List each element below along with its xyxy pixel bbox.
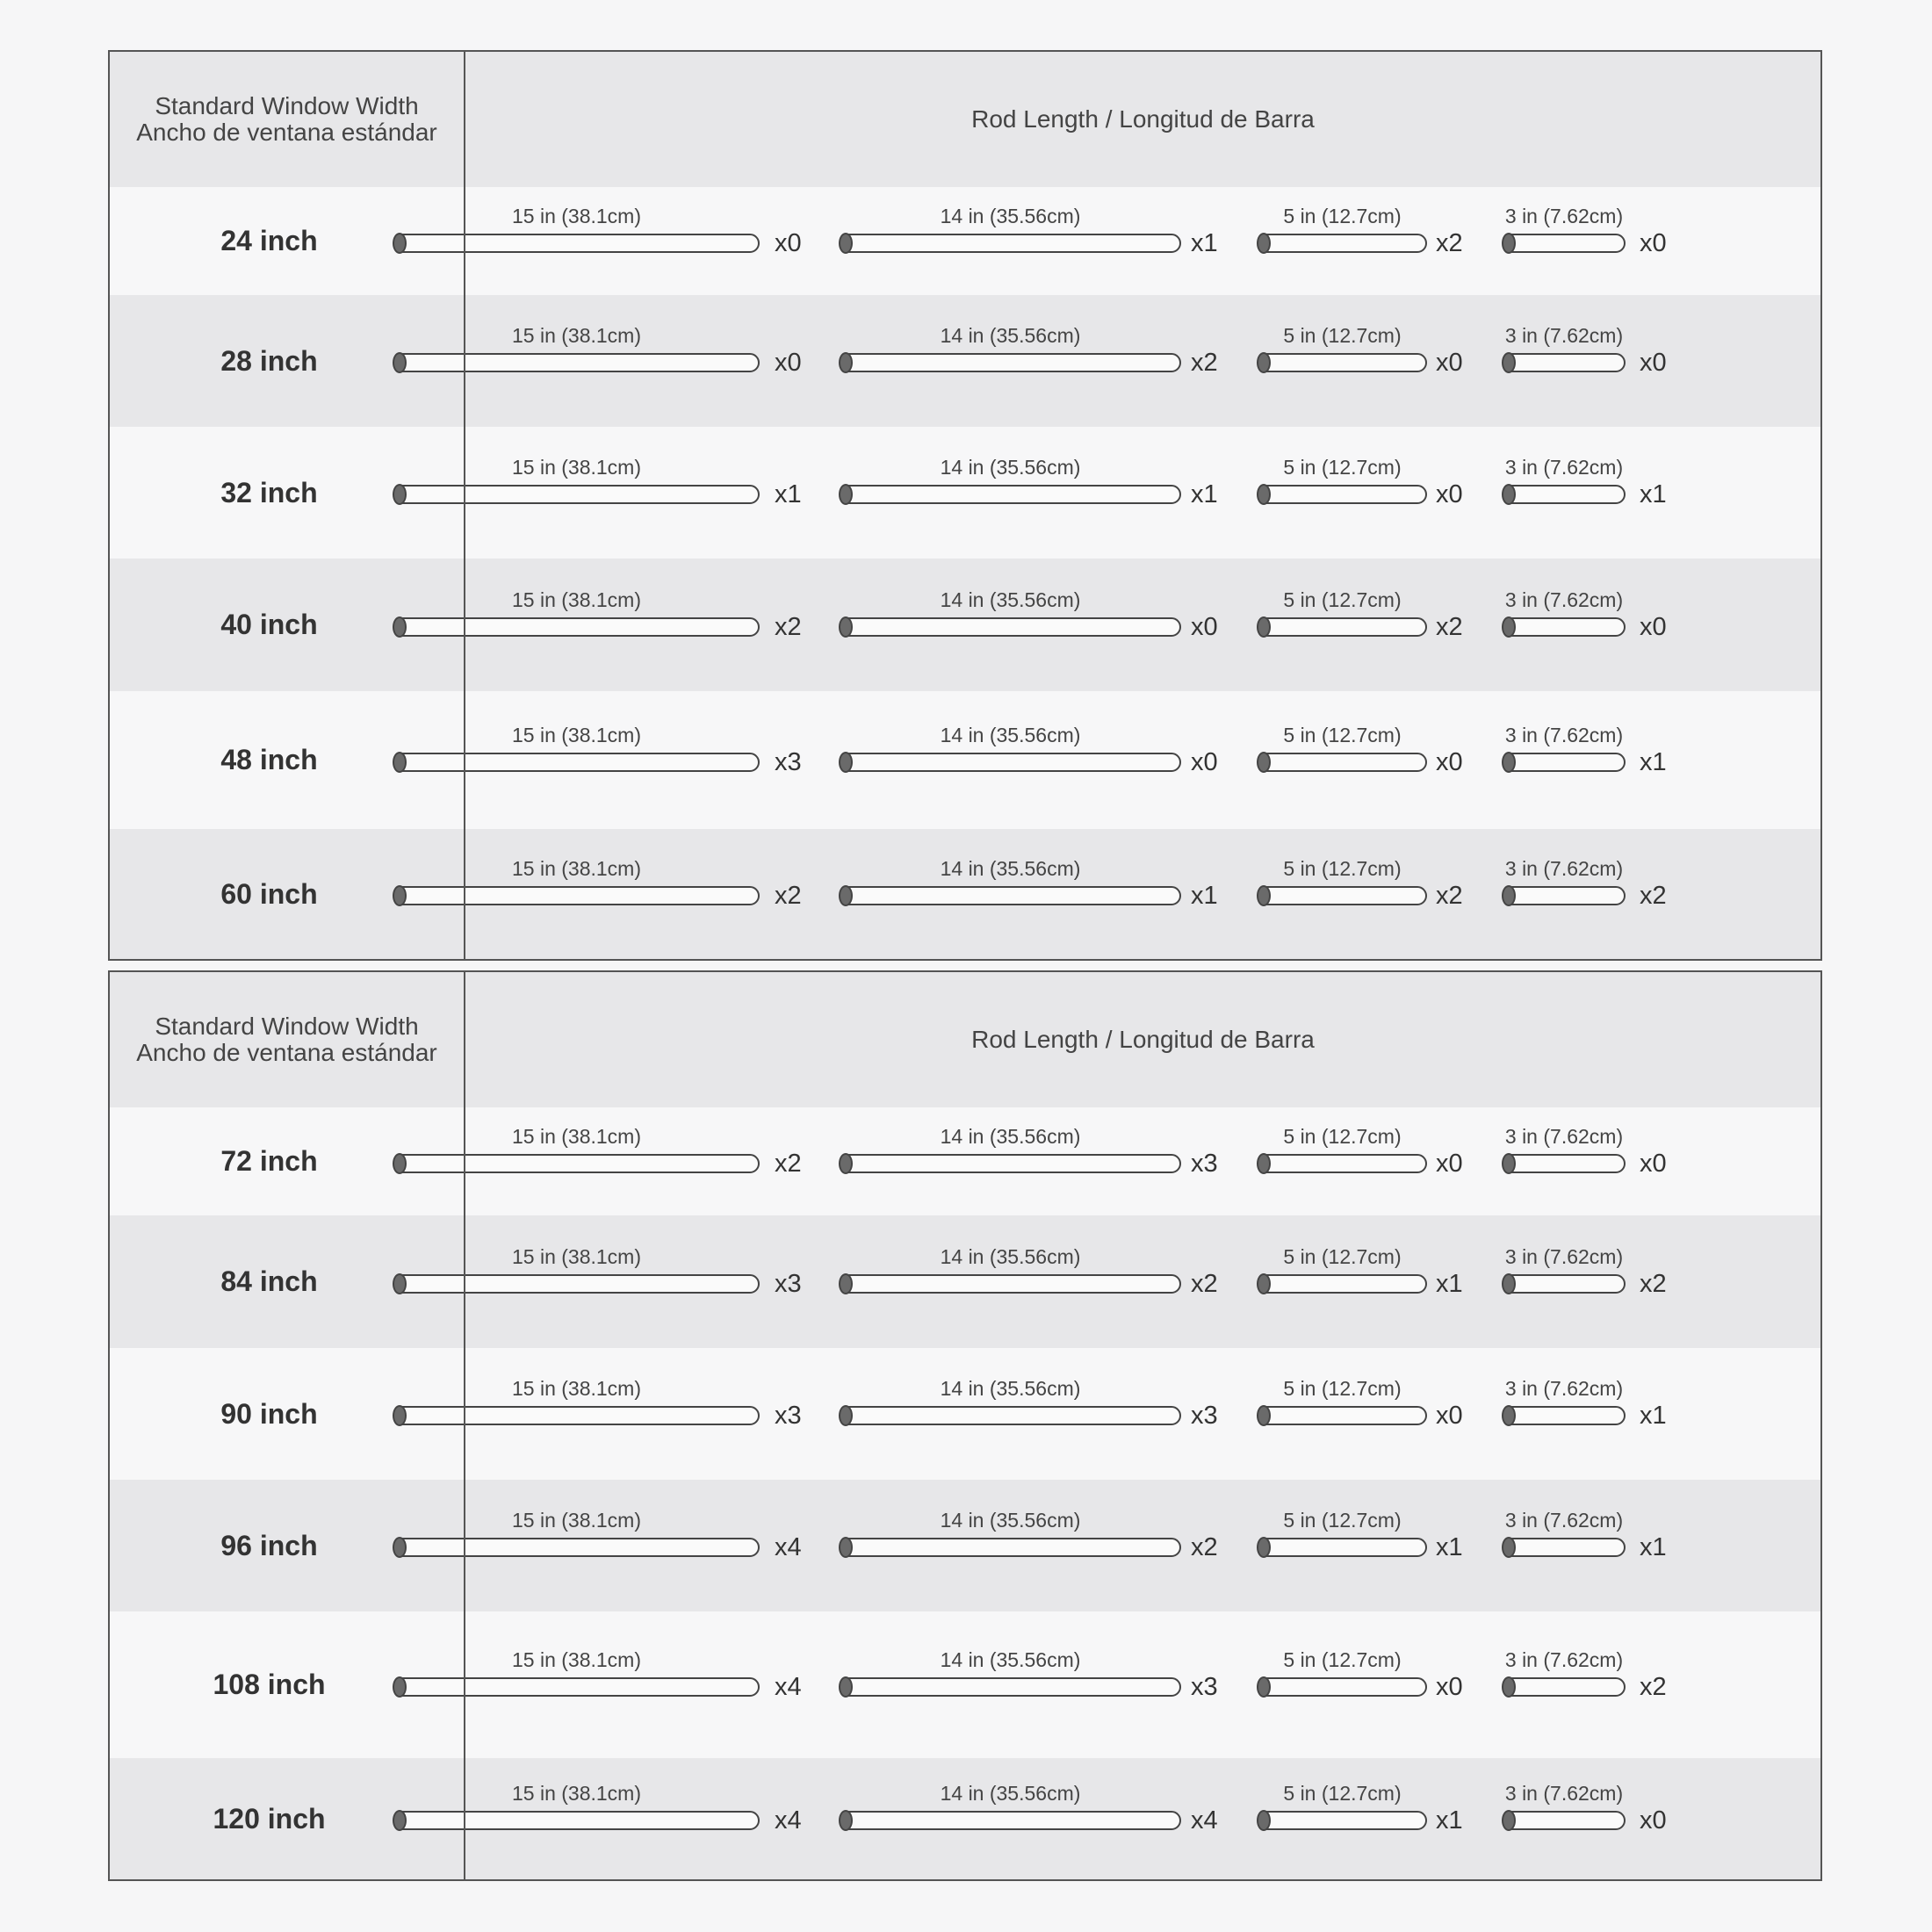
- rod-length-label: 14 in (35.56cm): [940, 456, 1081, 479]
- rod-icon: [393, 1154, 760, 1173]
- rod-length-label: 5 in (12.7cm): [1283, 1125, 1402, 1148]
- rod-end-cap-icon: [393, 1810, 407, 1831]
- rod-length-label: 3 in (7.62cm): [1504, 205, 1624, 227]
- rod-quantity: x2: [1436, 882, 1463, 910]
- rod-length-label: 5 in (12.7cm): [1283, 324, 1402, 347]
- window-width-value: 120 inch: [213, 1802, 326, 1835]
- rod-end-cap-icon: [393, 1153, 407, 1174]
- table-row: [110, 559, 1820, 691]
- rod-quantity: x2: [775, 1150, 802, 1178]
- rod-quantity: x1: [1191, 480, 1218, 508]
- window-width-value: 96 inch: [220, 1529, 318, 1561]
- rod-length-label: 14 in (35.56cm): [940, 1782, 1081, 1805]
- rod-end-cap-icon: [1502, 1537, 1516, 1558]
- rod-icon: [393, 234, 760, 253]
- rod-icon: [1503, 886, 1626, 905]
- table-row: [110, 1215, 1820, 1348]
- rod-length-header: Rod Length / Longitud de Barra: [971, 1026, 1315, 1053]
- rod-end-cap-icon: [1502, 616, 1516, 638]
- column-divider: [464, 52, 465, 959]
- rod-length-label: 14 in (35.56cm): [940, 1125, 1081, 1148]
- rod-item: [1503, 724, 1626, 776]
- rod-icon: [840, 353, 1181, 372]
- rod-item: [1258, 1125, 1427, 1178]
- rod-quantity: x1: [1191, 882, 1218, 910]
- table-row: [110, 1758, 1820, 1879]
- rod-item: [1503, 588, 1626, 641]
- rod-length-label: 15 in (38.1cm): [511, 1377, 641, 1400]
- rod-quantity: x0: [1436, 1150, 1463, 1178]
- rod-end-cap-icon: [839, 484, 853, 505]
- rod-quantity: x4: [775, 1806, 802, 1835]
- rod-quantity: x0: [1640, 349, 1667, 377]
- rod-item: [1503, 324, 1626, 377]
- table-row: [110, 187, 1820, 295]
- rod-end-cap-icon: [1257, 752, 1271, 773]
- rod-item: [1503, 1377, 1626, 1430]
- rod-icon: [1258, 1677, 1427, 1697]
- rod-item: [840, 1509, 1181, 1561]
- rod-length-label: 3 in (7.62cm): [1504, 1509, 1624, 1532]
- rod-quantity: x2: [1191, 1270, 1218, 1298]
- rod-length-label: 15 in (38.1cm): [511, 588, 641, 611]
- rod-end-cap-icon: [839, 1676, 853, 1698]
- rod-end-cap-icon: [839, 752, 853, 773]
- window-width-header: [110, 52, 464, 187]
- rod-length-label: 15 in (38.1cm): [511, 1509, 641, 1532]
- rod-end-cap-icon: [1502, 233, 1516, 254]
- rod-icon: [393, 353, 760, 372]
- rod-item: [393, 857, 760, 910]
- window-width-value: 60 inch: [220, 877, 318, 910]
- rod-icon: [1258, 1811, 1427, 1830]
- rod-length-label: 3 in (7.62cm): [1504, 1245, 1624, 1268]
- rod-quantity: x0: [1436, 349, 1463, 377]
- rod-length-label: 5 in (12.7cm): [1283, 857, 1402, 880]
- rod-length-label: 14 in (35.56cm): [940, 1245, 1081, 1268]
- rod-end-cap-icon: [1257, 233, 1271, 254]
- table-row: [110, 295, 1820, 427]
- rod-length-label: 3 in (7.62cm): [1504, 456, 1624, 479]
- rod-item: [1258, 324, 1427, 377]
- rod-icon: [1258, 753, 1427, 772]
- rod-icon: [1503, 617, 1626, 637]
- rod-length-label: 3 in (7.62cm): [1504, 1782, 1624, 1805]
- rod-quantity: x2: [1191, 1533, 1218, 1561]
- rod-icon: [1503, 1811, 1626, 1830]
- rod-end-cap-icon: [1502, 1810, 1516, 1831]
- rod-item: [840, 1245, 1181, 1298]
- rod-end-cap-icon: [1257, 352, 1271, 373]
- rod-quantity: x0: [775, 349, 802, 377]
- rod-quantity: x0: [1436, 1402, 1463, 1430]
- rod-end-cap-icon: [1502, 352, 1516, 373]
- rod-end-cap-icon: [839, 1153, 853, 1174]
- rod-end-cap-icon: [1502, 885, 1516, 906]
- rod-icon: [1503, 353, 1626, 372]
- rod-icon: [840, 1811, 1181, 1830]
- rod-quantity: x4: [775, 1673, 802, 1701]
- rod-quantity: x4: [1191, 1806, 1218, 1835]
- rod-icon: [393, 1406, 760, 1425]
- rod-icon: [1258, 886, 1427, 905]
- rod-length-label: 14 in (35.56cm): [940, 324, 1081, 347]
- rod-item: [1258, 1782, 1427, 1835]
- rod-end-cap-icon: [1257, 1405, 1271, 1426]
- rod-end-cap-icon: [839, 1273, 853, 1294]
- rod-quantity: x2: [1640, 882, 1667, 910]
- rod-quantity: x3: [1191, 1402, 1218, 1430]
- rod-quantity: x0: [1191, 748, 1218, 776]
- rod-item: [1503, 456, 1626, 508]
- rod-quantity: x1: [1640, 748, 1667, 776]
- rod-quantity: x0: [1640, 613, 1667, 641]
- rod-length-label: 3 in (7.62cm): [1504, 1648, 1624, 1671]
- rod-end-cap-icon: [393, 1405, 407, 1426]
- rod-length-label: 3 in (7.62cm): [1504, 324, 1624, 347]
- rod-icon: [393, 1538, 760, 1557]
- window-width-value: 90 inch: [220, 1397, 318, 1430]
- rod-icon: [1258, 1274, 1427, 1294]
- rod-icon: [393, 485, 760, 504]
- rod-icon: [1258, 617, 1427, 637]
- rod-item: [840, 1377, 1181, 1430]
- window-width-value: 84 inch: [220, 1265, 318, 1297]
- rod-icon: [1503, 234, 1626, 253]
- rod-end-cap-icon: [839, 885, 853, 906]
- rod-item: [393, 724, 760, 776]
- rod-length-label: 15 in (38.1cm): [511, 324, 641, 347]
- rod-item: [1258, 1377, 1427, 1430]
- rod-icon: [840, 1677, 1181, 1697]
- rod-quantity: x2: [1640, 1270, 1667, 1298]
- rod-length-label: 5 in (12.7cm): [1283, 1377, 1402, 1400]
- rod-end-cap-icon: [1257, 1537, 1271, 1558]
- rod-quantity: x0: [775, 229, 802, 257]
- rod-icon: [1258, 485, 1427, 504]
- rod-item: [393, 1648, 760, 1701]
- rod-end-cap-icon: [393, 233, 407, 254]
- rod-quantity: x1: [1191, 229, 1218, 257]
- rod-quantity: x1: [1436, 1533, 1463, 1561]
- rod-end-cap-icon: [1257, 1273, 1271, 1294]
- rod-length-label: 15 in (38.1cm): [511, 857, 641, 880]
- rod-length-label: 14 in (35.56cm): [940, 1377, 1081, 1400]
- window-width-header-es: Ancho de ventana estándar: [136, 1039, 437, 1066]
- rod-length-label: 3 in (7.62cm): [1504, 857, 1624, 880]
- rod-quantity: x2: [775, 882, 802, 910]
- rod-end-cap-icon: [1257, 616, 1271, 638]
- rod-end-cap-icon: [393, 484, 407, 505]
- rod-quantity: x2: [775, 613, 802, 641]
- rod-icon: [1258, 353, 1427, 372]
- rod-length-label: 15 in (38.1cm): [511, 456, 641, 479]
- rod-quantity: x4: [775, 1533, 802, 1561]
- rod-icon: [1503, 1538, 1626, 1557]
- rod-length-label: 14 in (35.56cm): [940, 857, 1081, 880]
- rod-icon: [393, 1811, 760, 1830]
- rod-end-cap-icon: [393, 1676, 407, 1698]
- rod-item: [1258, 1245, 1427, 1298]
- rod-item: [1503, 857, 1626, 910]
- rod-length-label: 5 in (12.7cm): [1283, 724, 1402, 746]
- rod-length-label: 15 in (38.1cm): [511, 205, 641, 227]
- rod-item: [840, 1125, 1181, 1178]
- rod-icon: [393, 1274, 760, 1294]
- rod-quantity: x1: [1640, 1533, 1667, 1561]
- table-row: [110, 1611, 1820, 1758]
- rod-item: [1258, 857, 1427, 910]
- rod-quantity: x3: [1191, 1673, 1218, 1701]
- rod-quantity: x2: [1640, 1673, 1667, 1701]
- window-width-value: 28 inch: [220, 344, 318, 377]
- rod-quantity: x1: [1436, 1270, 1463, 1298]
- rod-length-label: 3 in (7.62cm): [1504, 724, 1624, 746]
- table-row: [110, 829, 1820, 959]
- rod-icon: [393, 1677, 760, 1697]
- rod-length-label: 15 in (38.1cm): [511, 1125, 641, 1148]
- rod-icon: [1503, 1677, 1626, 1697]
- rod-item: [1258, 205, 1427, 257]
- rod-end-cap-icon: [839, 352, 853, 373]
- rod-item: [840, 1782, 1181, 1835]
- rod-quantity: x3: [775, 748, 802, 776]
- rod-icon: [1258, 1406, 1427, 1425]
- rod-quantity: x1: [1640, 1402, 1667, 1430]
- rod-length-label: 15 in (38.1cm): [511, 724, 641, 746]
- rod-icon: [393, 753, 760, 772]
- rod-icon: [1503, 1154, 1626, 1173]
- rod-quantity: x2: [1191, 349, 1218, 377]
- rod-end-cap-icon: [1257, 1153, 1271, 1174]
- rod-length-label: 3 in (7.62cm): [1504, 1377, 1624, 1400]
- rod-length-label: 15 in (38.1cm): [511, 1245, 641, 1268]
- rod-end-cap-icon: [393, 1273, 407, 1294]
- rod-end-cap-icon: [1502, 1153, 1516, 1174]
- rod-table-1: [108, 50, 1822, 961]
- rod-icon: [840, 1154, 1181, 1173]
- rod-icon: [840, 234, 1181, 253]
- rod-icon: [1503, 1406, 1626, 1425]
- rod-quantity: x1: [1640, 480, 1667, 508]
- rod-quantity: x2: [1436, 229, 1463, 257]
- rod-icon: [1503, 485, 1626, 504]
- rod-quantity: x3: [775, 1270, 802, 1298]
- rod-quantity: x0: [1436, 1673, 1463, 1701]
- rod-icon: [393, 886, 760, 905]
- rod-end-cap-icon: [839, 1405, 853, 1426]
- rod-icon: [1503, 1274, 1626, 1294]
- window-width-value: 40 inch: [220, 609, 318, 640]
- rod-end-cap-icon: [839, 233, 853, 254]
- rod-length-header: Rod Length / Longitud de Barra: [971, 105, 1315, 133]
- window-width-value: 48 inch: [220, 744, 318, 775]
- table-row: [110, 691, 1820, 829]
- rod-end-cap-icon: [1502, 484, 1516, 505]
- rod-table-2: [108, 970, 1822, 1881]
- rod-length-label: 5 in (12.7cm): [1283, 1782, 1402, 1805]
- rod-length-label: 5 in (12.7cm): [1283, 456, 1402, 479]
- rod-end-cap-icon: [1502, 1405, 1516, 1426]
- rod-end-cap-icon: [1257, 484, 1271, 505]
- rod-icon: [1258, 1154, 1427, 1173]
- rod-end-cap-icon: [393, 752, 407, 773]
- rod-end-cap-icon: [1257, 1810, 1271, 1831]
- rod-length-label: 15 in (38.1cm): [511, 1648, 641, 1671]
- rod-item: [1503, 1245, 1626, 1298]
- rod-item: [393, 1245, 760, 1298]
- rod-item: [1258, 724, 1427, 776]
- rod-quantity: x0: [1640, 229, 1667, 257]
- rod-end-cap-icon: [839, 1810, 853, 1831]
- rod-item: [1258, 456, 1427, 508]
- rod-icon: [840, 617, 1181, 637]
- rod-item: [840, 857, 1181, 910]
- rod-quantity: x0: [1436, 748, 1463, 776]
- rod-quantity: x2: [1436, 613, 1463, 641]
- rod-quantity: x0: [1436, 480, 1463, 508]
- rod-icon: [840, 753, 1181, 772]
- rod-item: [1503, 1648, 1626, 1701]
- window-width-value: 108 inch: [213, 1669, 326, 1700]
- rod-quantity: x1: [775, 480, 802, 508]
- rod-item: [1503, 1125, 1626, 1178]
- table-row: [110, 1348, 1820, 1480]
- rod-quantity: x0: [1640, 1806, 1667, 1835]
- rod-icon: [840, 1274, 1181, 1294]
- rod-item: [393, 456, 760, 508]
- rod-length-label: 5 in (12.7cm): [1283, 588, 1402, 611]
- window-width-value: 32 inch: [220, 476, 318, 508]
- column-divider: [464, 972, 465, 1879]
- window-width-value: 72 inch: [220, 1145, 318, 1177]
- rod-icon: [1258, 234, 1427, 253]
- rod-length-label: 15 in (38.1cm): [511, 1782, 641, 1805]
- rod-length-label: 5 in (12.7cm): [1283, 1648, 1402, 1671]
- rod-quantity: x0: [1640, 1150, 1667, 1178]
- table-row: [110, 1480, 1820, 1611]
- rod-quantity: x3: [1191, 1150, 1218, 1178]
- rod-icon: [1258, 1538, 1427, 1557]
- rod-length-label: 14 in (35.56cm): [940, 1509, 1081, 1532]
- rod-item: [840, 724, 1181, 776]
- rod-end-cap-icon: [393, 616, 407, 638]
- rod-end-cap-icon: [393, 352, 407, 373]
- rod-quantity: x3: [775, 1402, 802, 1430]
- window-width-value: 24 inch: [220, 225, 318, 256]
- rod-icon: [840, 1538, 1181, 1557]
- rod-end-cap-icon: [1502, 1676, 1516, 1698]
- window-width-header-en: Standard Window Width: [155, 1013, 419, 1040]
- rod-length-label: 14 in (35.56cm): [940, 724, 1081, 746]
- rod-item: [1258, 588, 1427, 641]
- rod-item: [1258, 1509, 1427, 1561]
- window-width-header: [110, 972, 464, 1107]
- rod-item: [1258, 1648, 1427, 1701]
- rod-length-label: 3 in (7.62cm): [1504, 1125, 1624, 1148]
- rod-item: [393, 205, 760, 257]
- rod-end-cap-icon: [839, 1537, 853, 1558]
- rod-item: [393, 1782, 760, 1835]
- rod-icon: [840, 1406, 1181, 1425]
- rod-item: [1503, 1782, 1626, 1835]
- rod-quantity: x1: [1436, 1806, 1463, 1835]
- rod-end-cap-icon: [393, 885, 407, 906]
- rod-item: [1503, 205, 1626, 257]
- rod-item: [393, 588, 760, 641]
- rod-item: [393, 1509, 760, 1561]
- rod-icon: [1503, 753, 1626, 772]
- rod-length-label: 14 in (35.56cm): [940, 205, 1081, 227]
- rod-length-label: 5 in (12.7cm): [1283, 205, 1402, 227]
- rod-item: [840, 1648, 1181, 1701]
- window-width-header-es: Ancho de ventana estándar: [136, 119, 437, 146]
- rod-quantity: x0: [1191, 613, 1218, 641]
- rod-end-cap-icon: [393, 1537, 407, 1558]
- rod-item: [840, 456, 1181, 508]
- rod-length-label: 14 in (35.56cm): [940, 1648, 1081, 1671]
- rod-icon: [840, 886, 1181, 905]
- rod-item: [840, 205, 1181, 257]
- table-row: [110, 427, 1820, 559]
- rod-length-label: 3 in (7.62cm): [1504, 588, 1624, 611]
- table-row: [110, 1107, 1820, 1215]
- rod-end-cap-icon: [1257, 885, 1271, 906]
- rod-icon: [393, 617, 760, 637]
- rod-icon: [840, 485, 1181, 504]
- rod-item: [840, 588, 1181, 641]
- rod-length-label: 5 in (12.7cm): [1283, 1245, 1402, 1268]
- rod-length-label: 14 in (35.56cm): [940, 588, 1081, 611]
- window-width-header-en: Standard Window Width: [155, 92, 419, 119]
- rod-item: [393, 1125, 760, 1178]
- rod-item: [840, 324, 1181, 377]
- rod-item: [393, 1377, 760, 1430]
- rod-end-cap-icon: [1502, 1273, 1516, 1294]
- rod-end-cap-icon: [1257, 1676, 1271, 1698]
- rod-end-cap-icon: [1502, 752, 1516, 773]
- rod-length-label: 5 in (12.7cm): [1283, 1509, 1402, 1532]
- rod-item: [1503, 1509, 1626, 1561]
- rod-end-cap-icon: [839, 616, 853, 638]
- rod-item: [393, 324, 760, 377]
